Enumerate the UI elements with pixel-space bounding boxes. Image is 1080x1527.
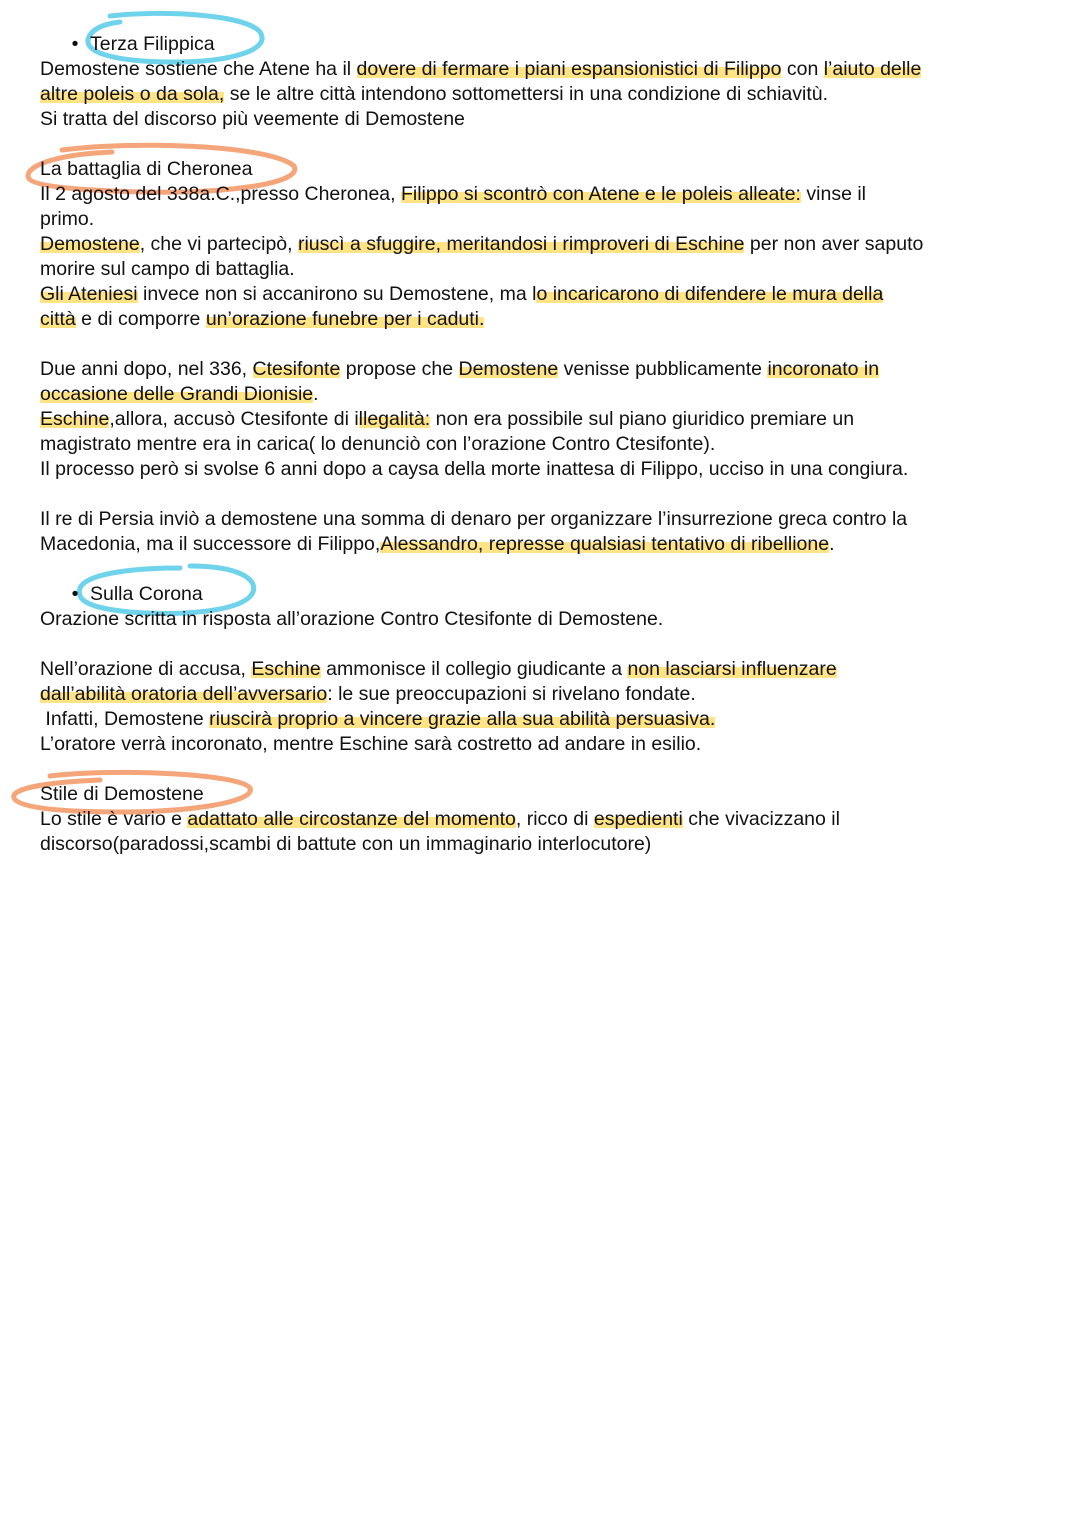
text: magistrato mentre era in carica( lo denunciò con l’orazione Contro Ctesifonte). bbox=[40, 433, 716, 455]
text: Il re di Persia inviò a demostene una somma di denaro per organizzare l’insurrezione greca contro la bbox=[40, 508, 908, 530]
highlighted-text: Demostene bbox=[458, 358, 559, 380]
paragraph-line bbox=[40, 57, 1050, 82]
section-title: Stile di Demostene bbox=[40, 783, 204, 805]
text: e di comporre bbox=[75, 308, 206, 330]
heading-battaglia-cheronea bbox=[40, 157, 1050, 182]
highlighted-text: dovere di fermare i piani espansionistici di Filippo bbox=[356, 58, 782, 80]
bullet: • bbox=[71, 583, 79, 605]
text: Macedonia, ma il successore di Filippo, bbox=[40, 533, 381, 555]
text: morire sul campo di battaglia. bbox=[40, 258, 295, 280]
highlighted-text: Filippo si scontrò con Atene e le poleis alleate: bbox=[400, 183, 801, 205]
highlighted-text: riuscirà proprio a vincere grazie alla sua abilità persuasiva. bbox=[209, 708, 716, 730]
text: non era possibile sul piano giuridico premiare un bbox=[430, 408, 855, 430]
text: , ricco di bbox=[515, 808, 594, 830]
text: vinse il bbox=[800, 183, 867, 205]
paragraph-line bbox=[40, 807, 1050, 832]
text: Infatti, Demostene bbox=[40, 708, 210, 730]
bullet: • bbox=[71, 33, 79, 55]
paragraph-line bbox=[40, 407, 1050, 432]
text: L’oratore verrà incoronato, mentre Eschine sarà costretto ad andare in esilio. bbox=[40, 733, 702, 755]
highlighted-text: un’orazione funebre per i caduti. bbox=[205, 308, 485, 330]
highlighted-text: o incaricarono di difendere le mura della bbox=[536, 283, 884, 305]
paragraph-line bbox=[40, 682, 1050, 707]
text: , che vi partecipò, bbox=[139, 233, 298, 255]
text: venisse pubblicamente bbox=[558, 358, 768, 380]
section-title: La battaglia di Cheronea bbox=[40, 158, 253, 180]
text: Si tratta del discorso più veemente di Demostene bbox=[40, 108, 465, 130]
text: Il 2 agosto del 338a.C.,presso Cheronea, bbox=[40, 183, 401, 205]
text: . bbox=[829, 533, 835, 555]
text: Nell’orazione di accusa, bbox=[40, 658, 252, 680]
section-title: Terza Filippica bbox=[90, 33, 215, 55]
highlighted-text: Ctesifonte bbox=[252, 358, 341, 380]
paragraph-line bbox=[40, 182, 1050, 207]
text: : le sue preoccupazioni si rivelano fondate. bbox=[327, 683, 696, 705]
highlighted-text: espedienti bbox=[593, 808, 683, 830]
highlighted-text: non lasciarsi influenzare bbox=[627, 658, 837, 680]
section-title: Sulla Corona bbox=[90, 583, 203, 605]
text: ,allora, accusò Ctesifonte di i bbox=[109, 408, 359, 430]
text: Orazione scritta in risposta all’orazione Contro Ctesifonte di Demostene. bbox=[40, 608, 664, 630]
highlighted-text: Eschine bbox=[251, 658, 321, 680]
heading-stile-demostene bbox=[40, 782, 1050, 807]
paragraph-line bbox=[40, 657, 1050, 682]
paragraph-line bbox=[40, 457, 1050, 482]
text: che vivacizzano il bbox=[682, 808, 840, 830]
highlighted-text: Gli Ateniesi bbox=[40, 283, 138, 305]
text: . bbox=[313, 383, 319, 405]
paragraph-line bbox=[40, 257, 1050, 282]
highlighted-text: llegalità: bbox=[358, 408, 431, 430]
heading-terza-filippica bbox=[40, 32, 1050, 57]
text: Il processo però si svolse 6 anni dopo a caysa della morte inattesa di Filippo, ucciso in una congiura. bbox=[40, 458, 909, 480]
paragraph-line bbox=[40, 732, 1050, 757]
paragraph-line bbox=[40, 307, 1050, 332]
highlighted-text: incoronato in bbox=[767, 358, 880, 380]
document-page bbox=[40, 32, 1050, 857]
text: discorso(paradossi,scambi di battute con un immaginario interlocutore) bbox=[40, 833, 652, 855]
paragraph-line bbox=[40, 507, 1050, 532]
highlighted-text: occasione delle Grandi Dionisie bbox=[40, 383, 314, 405]
highlighted-text: adattato alle circostanze del momento bbox=[187, 808, 516, 830]
paragraph-line bbox=[40, 382, 1050, 407]
paragraph-line bbox=[40, 432, 1050, 457]
text: invece non si accanirono su Demostene, ma l bbox=[137, 283, 537, 305]
highlighted-text: l’aiuto delle bbox=[823, 58, 922, 80]
text: primo. bbox=[40, 208, 95, 230]
text: con bbox=[781, 58, 824, 80]
paragraph-line bbox=[40, 357, 1050, 382]
highlighted-text: Demostene bbox=[40, 233, 140, 255]
paragraph-line bbox=[40, 607, 1050, 632]
text: per non aver saputo bbox=[744, 233, 924, 255]
paragraph-line bbox=[40, 207, 1050, 232]
text: se le altre città intendono sottomettersi in una condizione di schiavitù. bbox=[224, 83, 829, 105]
paragraph-line bbox=[40, 282, 1050, 307]
heading-sulla-corona bbox=[40, 582, 1050, 607]
highlighted-text: città bbox=[40, 308, 76, 330]
text: ammonisce il collegio giudicante a bbox=[320, 658, 628, 680]
paragraph-line bbox=[40, 707, 1050, 732]
paragraph-line bbox=[40, 532, 1050, 557]
paragraph-line bbox=[40, 107, 1050, 132]
paragraph-line bbox=[40, 832, 1050, 857]
text: Demostene sostiene che Atene ha il bbox=[40, 58, 357, 80]
highlighted-text: Alessandro, represse qualsiasi tentativo di ribellione bbox=[380, 533, 830, 555]
highlighted-text: dall’abilità oratoria dell’avversario bbox=[40, 683, 328, 705]
text: propose che bbox=[340, 358, 459, 380]
text: Lo stile è vario e bbox=[40, 808, 188, 830]
highlighted-text: riuscì a sfuggire, meritandosi i rimproveri di Eschine bbox=[297, 233, 745, 255]
highlighted-text: Eschine bbox=[40, 408, 110, 430]
highlighted-text: altre poleis o da sola, bbox=[40, 83, 225, 105]
text: Due anni dopo, nel 336, bbox=[40, 358, 253, 380]
paragraph-line bbox=[40, 82, 1050, 107]
paragraph-line bbox=[40, 232, 1050, 257]
